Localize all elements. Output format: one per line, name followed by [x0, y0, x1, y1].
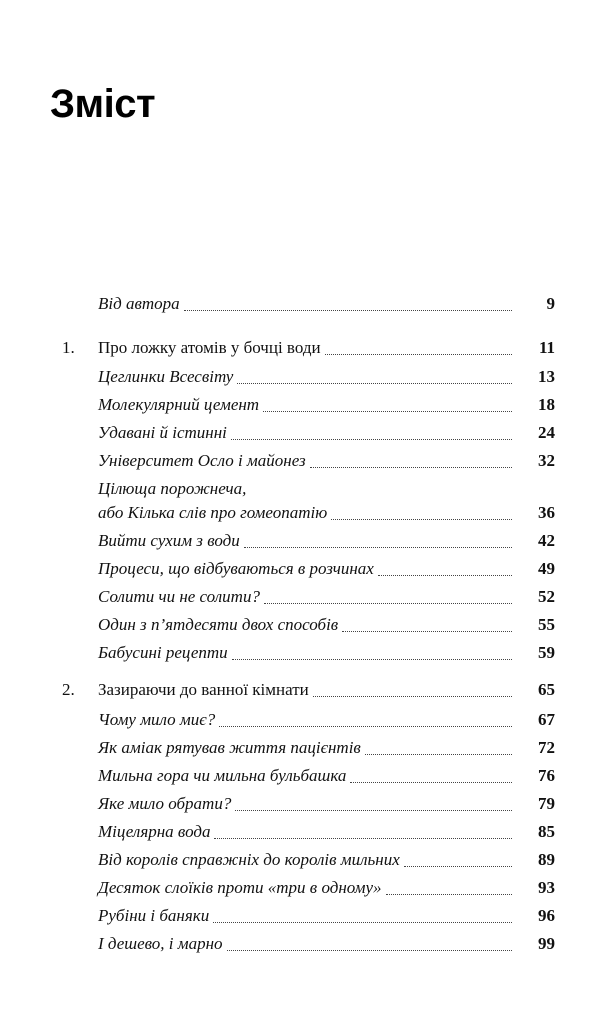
toc-entry-label: Як аміак рятував життя пацієнтів: [98, 738, 361, 757]
toc-entry-label: або Кілька слів про гомеопатію: [98, 503, 328, 522]
toc-entry[interactable]: [0, 529, 600, 553]
dot-leader: [214, 838, 512, 839]
toc-entry-label: Вийти сухим з води: [98, 531, 240, 550]
toc-entry-page: 24: [538, 423, 555, 442]
toc-entry-label: Про ложку атомів у бочці води: [98, 338, 321, 357]
toc-entry-page: 96: [538, 906, 555, 925]
toc-entry[interactable]: [0, 365, 600, 389]
toc-entry-label: Удавані й істинні: [98, 423, 227, 442]
toc-entry[interactable]: [0, 449, 600, 473]
toc-chapter-1[interactable]: [0, 336, 600, 360]
toc-entry-label: Від автора: [98, 294, 180, 313]
toc-entry-label: Університет Осло і майонез: [98, 451, 306, 470]
toc-entry-label: Солити чи не солити?: [98, 587, 260, 606]
toc-entry-page: 32: [538, 451, 555, 470]
toc-entry[interactable]: [0, 585, 600, 609]
toc-entry-page: 67: [538, 710, 555, 729]
dot-leader: [378, 575, 512, 576]
toc-entry-label: Яке мило обрати?: [98, 794, 232, 813]
toc-entry[interactable]: [0, 876, 600, 900]
dot-leader: [264, 603, 512, 604]
toc-entry[interactable]: [0, 641, 600, 665]
toc-entry-label: Цеглинки Всесвіту: [98, 367, 234, 386]
dot-leader: [227, 950, 512, 951]
dot-leader: [244, 547, 512, 548]
toc-entry-page: 18: [538, 395, 555, 414]
toc-entry-page: 72: [538, 738, 555, 757]
toc-entry[interactable]: [0, 820, 600, 844]
dot-leader: [184, 310, 512, 311]
toc-entry-label: Зазираючи до ванної кімнати: [98, 680, 309, 699]
toc-entry-page: 99: [538, 934, 555, 953]
dot-leader: [235, 810, 512, 811]
toc-entry-page: 76: [538, 766, 555, 785]
toc-entry[interactable]: [0, 557, 600, 581]
toc-entry-label-line1: Цілюща порожнеча,: [98, 479, 247, 498]
dot-leader: [331, 519, 512, 520]
toc-entry[interactable]: [0, 792, 600, 816]
toc-entry-page: 9: [546, 294, 555, 313]
toc-entry-page: 11: [538, 338, 555, 357]
dot-leader: [404, 866, 512, 867]
toc-entry[interactable]: [0, 393, 600, 417]
toc-entry-page: 55: [538, 615, 555, 634]
toc-entry-page: 52: [538, 587, 555, 606]
toc-entry-label: Міцелярна вода: [98, 822, 211, 841]
dot-leader: [313, 696, 512, 697]
toc-entry-page: 36: [538, 503, 555, 522]
toc-entry-page: 42: [538, 531, 555, 550]
toc-entry-page: 89: [538, 850, 555, 869]
toc-entry[interactable]: [0, 501, 600, 525]
toc-entry-label: І дешево, і марно: [98, 934, 223, 953]
toc-entry-label: Рубіни і баняки: [98, 906, 210, 925]
page-title: Зміст: [50, 82, 156, 126]
toc-entry-page: 59: [538, 643, 555, 662]
chapter-number: 1.: [62, 338, 75, 357]
toc-entry[interactable]: [0, 848, 600, 872]
toc-entry-page: 79: [538, 794, 555, 813]
toc-entry[interactable]: [0, 708, 600, 732]
toc-entry[interactable]: [0, 764, 600, 788]
dot-leader: [342, 631, 512, 632]
dot-leader: [219, 726, 512, 727]
toc-entry[interactable]: [0, 904, 600, 928]
toc-entry[interactable]: [0, 932, 600, 956]
dot-leader: [231, 439, 512, 440]
toc-entry-page: 85: [538, 822, 555, 841]
toc-entry-label: Процеси, що відбуваються в розчинах: [98, 559, 374, 578]
toc-entry-from-author[interactable]: [0, 292, 600, 316]
dot-leader: [213, 922, 512, 923]
toc-entry-label: Від королів справжніх до королів мильних: [98, 850, 400, 869]
toc-entry[interactable]: [0, 736, 600, 760]
toc-entry-page: 13: [538, 367, 555, 386]
toc-chapter-2[interactable]: [0, 678, 600, 702]
chapter-number: 2.: [62, 680, 75, 699]
toc-entry-label: Один з п’ятдесяти двох способів: [98, 615, 339, 634]
toc-entry-label: Бабусині рецепти: [98, 643, 228, 662]
toc-entry-page: 93: [538, 878, 555, 897]
dot-leader: [232, 659, 512, 660]
dot-leader: [325, 354, 512, 355]
toc-entry-label: Чому мило миє?: [98, 710, 216, 729]
toc-entry[interactable]: [0, 421, 600, 445]
toc-entry-page: 49: [538, 559, 555, 578]
toc-entry-label: Мильна гора чи мильна бульбашка: [98, 766, 347, 785]
dot-leader: [386, 894, 513, 895]
dot-leader: [237, 383, 512, 384]
dot-leader: [350, 782, 512, 783]
toc-entry[interactable]: [0, 613, 600, 637]
toc-entry-page: 65: [538, 680, 555, 699]
toc-entry-label: Десяток слоїків проти «три в одному»: [98, 878, 382, 897]
dot-leader: [365, 754, 512, 755]
toc-entry-label: Молекулярний цемент: [98, 395, 260, 414]
dot-leader: [310, 467, 512, 468]
dot-leader: [263, 411, 512, 412]
